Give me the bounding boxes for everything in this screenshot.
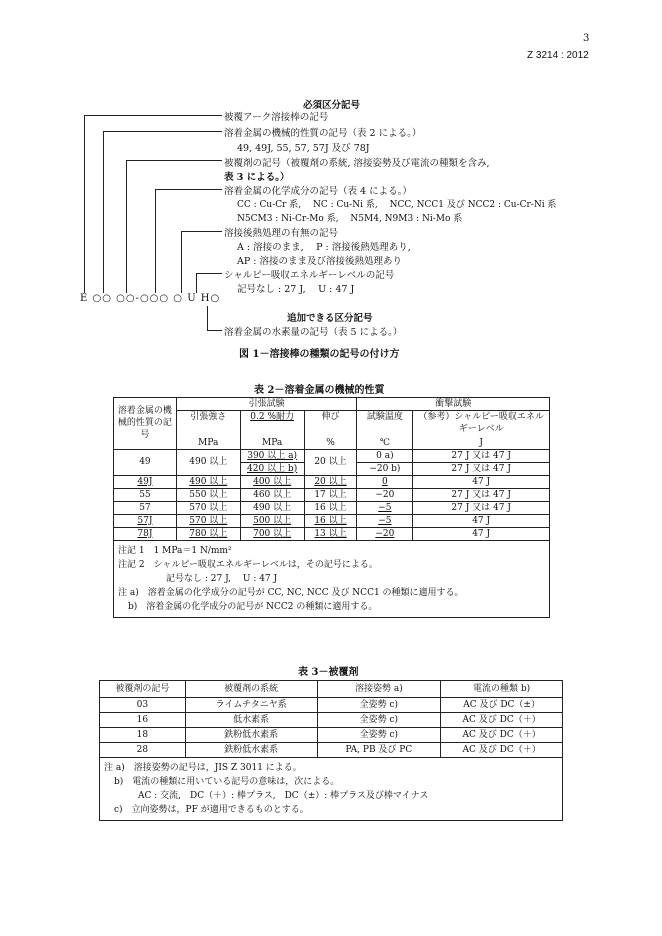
t3-code: 18 xyxy=(100,728,186,743)
t3-note-c: c) 立向姿勢は，PF が適用できるものとする。 xyxy=(114,805,309,815)
figure-caption: 図 1－溶接棒の種類の記号の付け方 xyxy=(239,349,400,360)
table3-title: 表 3－被覆剤 xyxy=(298,667,359,678)
t3-head-type: 被覆剤の系統 xyxy=(185,681,317,698)
fig-line-9: 溶接後熱処理の有無の記号 xyxy=(224,228,339,239)
t3-head-code: 被覆剤の記号 xyxy=(100,681,186,698)
t2-el: 17 以上 xyxy=(304,488,357,501)
t2-code: 55 xyxy=(114,488,177,501)
t2-temp: −5 xyxy=(357,514,413,527)
t2-note-a: 注 a) 溶着金属の化学成分の記号が CC, NC, NCC 及び NCC1 の種類に適用する。 xyxy=(118,587,464,598)
t3-note-a: 注 a) 溶接姿勢の記号は，JIS Z 3011 による。 xyxy=(104,763,302,773)
t2-ps: 420 以上 b) xyxy=(240,462,304,475)
t2-ts: 780 以上 xyxy=(176,527,240,540)
t2-unit-ts: MPa xyxy=(176,437,240,450)
table-row xyxy=(114,501,550,514)
required-section-title: 必須区分記号 xyxy=(303,100,361,111)
fig-line-6: 溶着金属の化学成分の記号（表 4 による。） xyxy=(224,186,412,197)
t2-unit-el: % xyxy=(304,437,357,450)
t3-position: PA, PB 及び PC xyxy=(317,743,441,758)
t2-ts: 550 以上 xyxy=(176,488,240,501)
t3-code: 16 xyxy=(100,713,186,728)
t2-head-energy: （参考）シャルピー吸収エネルギーレベル xyxy=(413,411,550,437)
t2-energy: 27 J 又は 47 J xyxy=(413,449,550,462)
t2-head-ps: 0.2 %耐力 xyxy=(240,411,304,437)
fig-line-7: CC : Cu-Cr 系, NC : Cu-Ni 系, NCC, NCC1 及び NCC2 : Cu-Cr-Ni 系 xyxy=(237,200,557,210)
fig-line-1: 被覆アーク溶接棒の記号 xyxy=(224,112,329,123)
t3-note-b-detail: AC : 交流, DC（＋）: 棒プラス, DC（±）: 棒プラス及び棒マイナス xyxy=(138,791,429,801)
t2-ts: 570 以上 xyxy=(176,514,240,527)
table-row xyxy=(114,488,550,501)
t2-el: 20 以上 xyxy=(304,449,357,475)
t2-el: 20 以上 xyxy=(304,475,357,488)
t2-temp: −20 xyxy=(357,527,413,540)
t2-note-3: 記号なし : 27 J, U : 47 J xyxy=(166,573,278,584)
t2-el: 16 以上 xyxy=(304,501,357,514)
t2-note-b: b) 溶着金属の化学成分の記号が NCC2 の種類に適用する。 xyxy=(128,601,378,612)
fig-optional-line: 溶着金属の水素量の記号（表 5 による。） xyxy=(224,327,403,338)
t2-head-tensile: 引張試験 xyxy=(176,398,357,411)
t2-notes xyxy=(114,540,550,617)
t3-current: AC 及び DC（±） xyxy=(441,698,563,713)
t3-type: 鉄粉低水素系 xyxy=(185,728,317,743)
designation-string: E ○○ ○○-○○○ ○ U H○ xyxy=(80,293,221,304)
t3-position: 全姿勢 c) xyxy=(317,698,441,713)
t2-energy: 47 J xyxy=(413,527,550,540)
standard-code: Z 3214 : 2012 xyxy=(527,50,589,61)
t2-temp: −5 xyxy=(357,501,413,514)
t2-ts: 490 以上 xyxy=(176,449,240,475)
table-row xyxy=(100,698,563,713)
t2-energy: 27 J 又は 47 J xyxy=(413,501,550,514)
fig-line-3: 49, 49J, 55, 57, 57J 及び 78J xyxy=(237,143,370,154)
t2-ps: 490 以上 xyxy=(240,501,304,514)
t2-temp: −20 b) xyxy=(357,462,413,475)
t3-current: AC 及び DC（＋） xyxy=(441,713,563,728)
table-row xyxy=(100,713,563,728)
t2-code: 49J xyxy=(114,475,177,488)
t3-current: AC 及び DC（＋） xyxy=(441,728,563,743)
t2-temp: 0 xyxy=(357,475,413,488)
t2-ts: 490 以上 xyxy=(176,475,240,488)
optional-section-title: 追加できる区分記号 xyxy=(287,313,373,324)
table-row xyxy=(100,743,563,758)
fig-line-12: シャルピー吸収エネルギーレベルの記号 xyxy=(224,270,395,281)
t2-el: 13 以上 xyxy=(304,527,357,540)
t2-ts: 570 以上 xyxy=(176,501,240,514)
table-row xyxy=(114,475,550,488)
fig-line-2: 溶着金属の機械的性質の記号（表 2 による。） xyxy=(224,128,422,139)
t3-notes xyxy=(100,758,563,821)
t3-current: AC 及び DC（＋） xyxy=(441,743,563,758)
t3-type: 低水素系 xyxy=(185,713,317,728)
page-number: 3 xyxy=(583,33,590,44)
table-row xyxy=(100,728,563,743)
t2-ps: 500 以上 xyxy=(240,514,304,527)
t2-ps: 390 以上 a) xyxy=(240,449,304,462)
t3-type: 鉄粉低水素系 xyxy=(185,743,317,758)
table-row xyxy=(114,514,550,527)
table-row xyxy=(114,527,550,540)
fig-line-13: 記号なし : 27 J, U : 47 J xyxy=(237,284,355,295)
t2-unit-energy: J xyxy=(413,437,550,450)
fig-line-11: AP : 溶接のまま及び溶接後熱処理あり xyxy=(237,256,402,267)
t2-ps: 460 以上 xyxy=(240,488,304,501)
t3-type: ライムチタニヤ系 xyxy=(185,698,317,713)
table2-title: 表 2－溶着金属の機械的性質 xyxy=(254,385,385,396)
t2-unit-ps: MPa xyxy=(240,437,304,450)
t2-unit-temp: ℃ xyxy=(357,437,413,450)
t2-temp: −20 xyxy=(357,488,413,501)
fig-line-8: N5CM3 : Ni-Cr-Mo 系, N5M4, N9M3 : Ni-Mo 系 xyxy=(237,214,463,224)
t2-code: 57 xyxy=(114,501,177,514)
t2-note-2: 注記 2 シャルピー吸収エネルギーレベルは，その記号による。 xyxy=(118,559,378,570)
t2-code: 57J xyxy=(114,514,177,527)
t3-position: 全姿勢 c) xyxy=(317,713,441,728)
table-row xyxy=(114,449,550,462)
t3-head-current: 電流の種類 b) xyxy=(441,681,563,698)
t2-energy: 47 J xyxy=(413,514,550,527)
t2-note-1: 注記 1 1 MPa＝1 N/mm² xyxy=(118,545,232,556)
fig-line-5: 表 3 による。） xyxy=(224,172,290,183)
t2-el: 16 以上 xyxy=(304,514,357,527)
t3-code: 28 xyxy=(100,743,186,758)
t2-head-impact: 衝撃試験 xyxy=(357,398,550,411)
t3-note-b: b) 電流の種類に用いている記号の意味は，次による。 xyxy=(114,777,340,787)
t2-energy: 27 J 又は 47 J xyxy=(413,462,550,475)
t2-head-temp: 試験温度 xyxy=(357,411,413,437)
t2-ps: 400 以上 xyxy=(240,475,304,488)
t2-head-el: 伸び xyxy=(304,411,357,437)
t2-ps: 700 以上 xyxy=(240,527,304,540)
fig-line-10: A : 溶接のまま, P : 溶接後熱処理あり, xyxy=(237,242,411,253)
table3 xyxy=(99,680,563,821)
t2-head-code: 溶着金属の機械的性質の記号 xyxy=(114,398,177,450)
t3-head-position: 溶接姿勢 a) xyxy=(317,681,441,698)
fig-line-4: 被覆剤の記号（被覆剤の系統, 溶接姿勢及び電流の種類を含み, xyxy=(224,158,490,169)
t2-energy: 47 J xyxy=(413,475,550,488)
t2-code: 78J xyxy=(114,527,177,540)
table2 xyxy=(113,397,550,618)
t3-position: 全姿勢 c) xyxy=(317,728,441,743)
t2-temp: 0 a) xyxy=(357,449,413,462)
t2-code: 49 xyxy=(114,449,177,475)
t3-code: 03 xyxy=(100,698,186,713)
t2-head-ts: 引張強さ xyxy=(176,411,240,437)
t2-energy: 27 J 又は 47 J xyxy=(413,488,550,501)
